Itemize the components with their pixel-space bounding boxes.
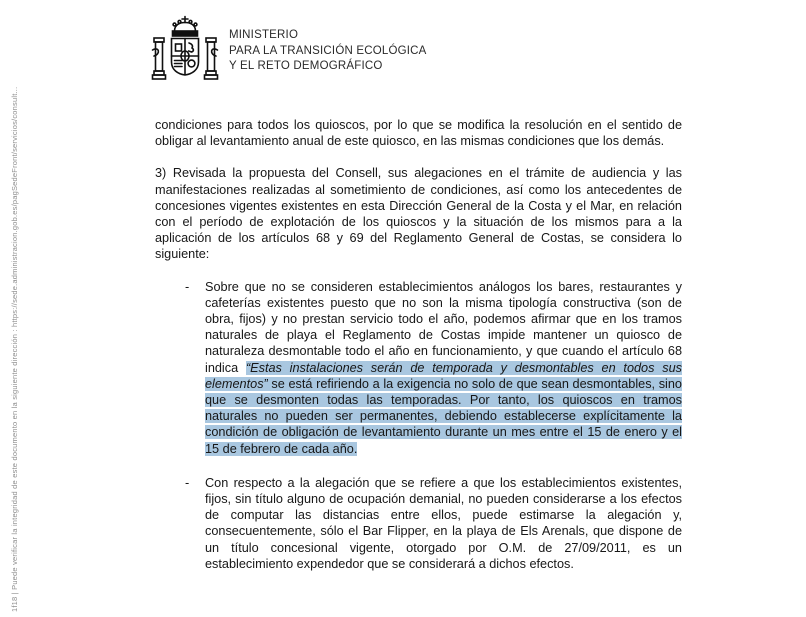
coat-of-arms-icon	[150, 15, 220, 89]
spain-coat-of-arms-logo	[150, 15, 220, 89]
bullet-marker: -	[185, 279, 190, 294]
bullet-1-text: Sobre que no se consideren establecimientos análogos los bares, restaurantes y cafeterías existentes puesto que no son la misma tipología constructiva (son de obra, fijos) y no prestan servicio todo el año, podemos afirmar que en los tramos naturales de playa el Reglamento de Costas impide mantener un quiosco de naturaleza desmontable todo el año en funcionamiento, y que cuando el artículo 68 indica	[205, 279, 682, 375]
document-body	[155, 117, 682, 590]
verification-sidebar-text: 1f18 | Puede verificar la integridad de este documento en la siguiente dirección : https://sede.administracion.gob.es/pagSedeFront/servicios/consult...	[10, 86, 19, 612]
highlighted-text: se está refiriendo a la exigencia no solo de que sean desmontables, sino que se desmonten todas las temporadas. Por tanto, los quioscos en tramos naturales no pueden ser permanentes, debiendo establecerse explícitamente la condición de obligación de levantamiento durante un mes entre el 15 de enero y el 15 de febrero de cada año.	[205, 376, 682, 456]
ministry-name-line-3: Y EL RETO DEMOGRÁFICO	[229, 60, 383, 72]
highlighted-quote: “Estas instalaciones serán de temporada y desmontables en todos sus elementos”	[205, 360, 682, 391]
bullet-2-text: Con respecto a la alegación que se refiere a que los establecimientos existentes, fijos, sin título alguno de ocupación demanial, no pueden considerarse a los efectos de computar las distancias entre ellos, puede estimarse la alegación y, consecuentemente, sólo el Bar Flipper, en la playa de Els Arenals, que dispone de un título concesional vigente, otorgado por O.M. de 27/09/2011, es un establecimiento expendedor que se considerará a dichos efectos.	[205, 475, 682, 571]
bullet-marker: -	[185, 475, 190, 490]
paragraph-conditions: condiciones para todos los quioscos, por lo que se modifica la resolución en el sentido de obligar al levantamiento anual de este quiosco, en las mismas condiciones que los demás.	[155, 118, 682, 149]
ministry-name	[229, 15, 427, 75]
bullet-item-bar-flipper	[155, 475, 682, 572]
ministry-name-line-2: PARA LA TRANSICIÓN ECOLÓGICA	[229, 44, 427, 57]
ministry-name-line-1: MINISTERIO	[229, 29, 299, 41]
ministry-header	[150, 15, 427, 89]
paragraph-point-3: 3) Revisada la propuesta del Consell, sus alegaciones en el trámite de audiencia y las manifestaciones realizadas al sometimiento de condiciones, así como los antecedentes de concesiones vigentes existentes en esta Dirección General de la Costa y el Mar, en relación con el período de explotación de los quioscos y la situación de los mismos para a la aplicación de los artículos 68 y 69 del Reglamento General de Costas, se considera lo siguiente:	[155, 166, 682, 262]
bullet-item-kiosks	[155, 279, 682, 457]
